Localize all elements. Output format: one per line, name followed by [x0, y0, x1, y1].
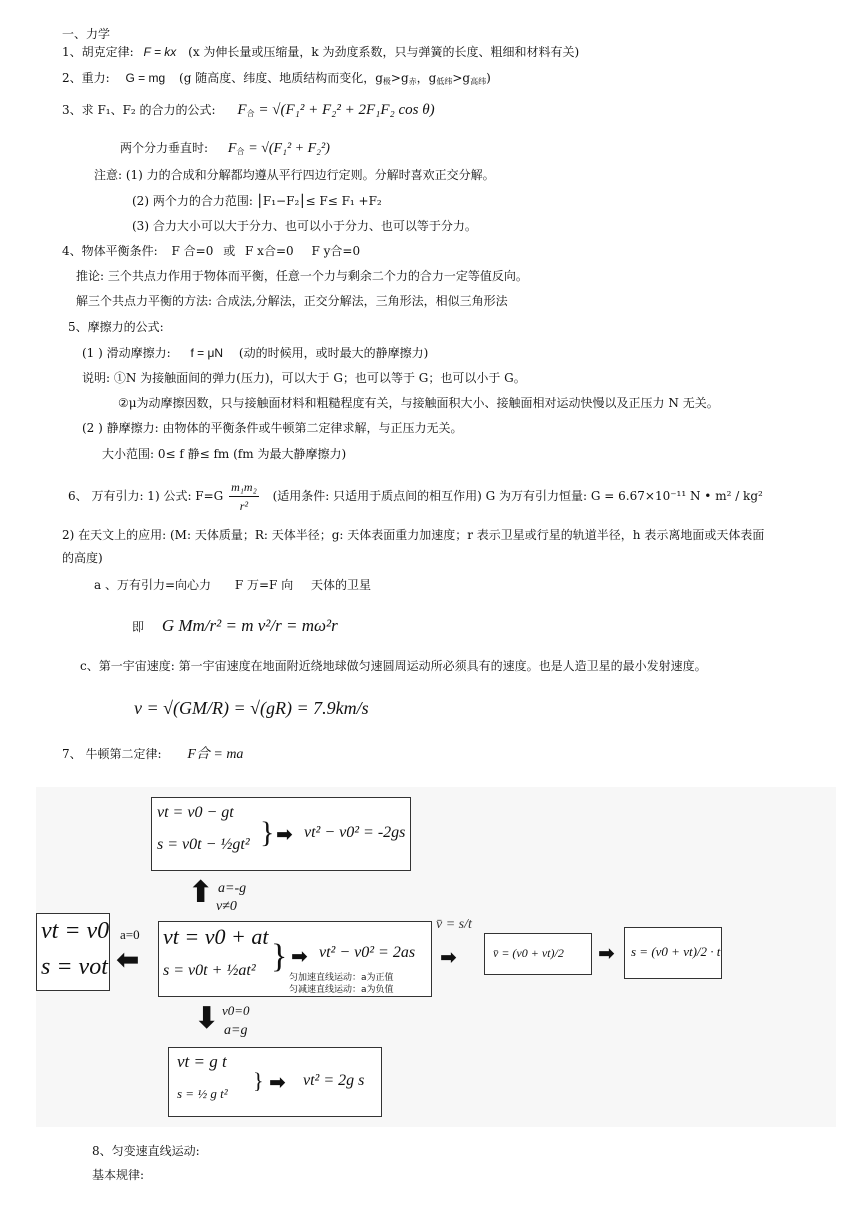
close-paren: ): [486, 71, 491, 85]
f-symbol-2: F: [227, 141, 237, 156]
note-1: 注意: (1) 力的合成和分解都均遵从平行四边行定则。分解时喜欢正交分解。: [94, 168, 495, 182]
avg-velocity-formula: v̄ = (v0 + vt)/2: [493, 946, 564, 960]
equilibrium-line: [62, 243, 360, 259]
avg-velocity-label: v̄ = s/t: [436, 917, 472, 932]
explanation-2: ②μ为动摩擦因数，只与接触面材料和粗糙程度有关，与接触面积大小、接触面相对运动快慢以及正压力 N 无关。: [118, 396, 719, 410]
center-eq-2: s = v0t + ½at²: [163, 962, 256, 979]
centripetal-line: [94, 577, 371, 593]
kinematics-diagram: [36, 787, 836, 1127]
uniform-accel-title: 8、匀变速直线运动:: [92, 1144, 200, 1158]
right-arrow-icon-5: ➡: [269, 1070, 286, 1094]
gravity-line: [62, 70, 491, 90]
top-result: vt² − v0² = -2gs: [304, 824, 406, 841]
gravity-note: (g 随高度、纬度、地质结构而变化，g: [179, 71, 383, 85]
left-label: a=0: [120, 927, 140, 942]
newton-label: 7、 牛顿第二定律:: [62, 747, 162, 761]
bottom-eq-1: vt = g t: [177, 1052, 227, 1071]
hooke-law-line: [62, 44, 579, 60]
gt-2: >g: [452, 71, 471, 85]
basic-laws: 基本规律:: [92, 1168, 145, 1182]
bottom-eq-2: s = ½ g t²: [177, 1086, 228, 1101]
sub-high-lat: 高纬: [470, 77, 487, 86]
methods: 解三个共点力平衡的方法: 合成法,分解法，正交分解法，三角形法，相似三角形法: [76, 294, 508, 308]
perpendicular-label: 两个分力垂直时:: [120, 141, 209, 155]
top-eq-1: vt = v0 − gt: [157, 804, 234, 821]
friction-title: 5、摩擦力的公式:: [68, 320, 164, 334]
left-arrow-icon: ⬅: [116, 943, 140, 976]
kinetic-friction-line: [82, 345, 428, 361]
newton-line: [62, 746, 243, 763]
centripetal-label: a 、万有引力=向心力: [94, 578, 212, 592]
orbit-formula: G Mm/r² = m v²/r = mω²r: [161, 616, 338, 635]
bottom-result: vt² = 2g s: [303, 1072, 365, 1089]
resultant-line: [62, 100, 435, 124]
sub-low-lat: 低纬: [436, 77, 453, 86]
up-label-b: v≠0: [216, 899, 237, 914]
kinetic-friction-formula: f = μN: [190, 346, 224, 360]
gravitation-line: [68, 476, 763, 516]
brace-icon-3: }: [253, 1068, 264, 1093]
equilibrium-cond-1: F 合=0: [171, 244, 214, 258]
uniform-motion-box: [36, 913, 110, 991]
right-arrow-icon-4: ➡: [598, 941, 615, 965]
up-label-a: a=-g: [218, 881, 247, 896]
astronomy-line: 2) 在天文上的应用: (M: 天体质量；R: 天体半径；g: 天体表面重力加速度；r 表示卫星或行星的轨道半径，h 表示离地面或天体表面: [62, 528, 765, 542]
displacement-formula: s = (v0 + vt)/2 · t: [631, 944, 721, 959]
down-label-b: a=g: [224, 1023, 248, 1038]
explanation-1: 说明: ①N 为接触面间的弹力(压力)，可以大于 G；也可以等于 G；也可以小于 G。: [82, 371, 526, 385]
f-sub: 合: [246, 109, 255, 118]
up-arrow-icon: ⬆: [188, 875, 214, 910]
left-eq-2: s = vot: [41, 954, 108, 980]
newton-formula: F合 = ma: [187, 747, 244, 762]
equilibrium-cond-3: F y合=0: [311, 244, 361, 258]
ji-word: 即: [132, 620, 145, 634]
first-cosmic-velocity: c、第一宇宙速度: 第一宇宙速度在地面附近绕地球做匀速圆周运动所必须具有的速度。也是人造卫星的最小发射速度。: [80, 659, 707, 673]
gravity-formula: G = mg: [125, 71, 166, 85]
f-symbol: F: [237, 102, 247, 118]
static-range: 大小范围: 0≤ f 静≤ fm (fm 为最大静摩擦力): [102, 447, 347, 461]
gravity-label: 2、重力:: [62, 71, 110, 85]
right-arrow-icon: ➡: [276, 822, 293, 846]
down-label-a: v0=0: [222, 1003, 250, 1018]
static-friction: (2 ) 静摩擦力: 由物体的平衡条件或牛顿第二定律求解，与正压力无关。: [82, 421, 463, 435]
brace-icon: }: [260, 816, 275, 849]
sub-equator: 赤: [408, 77, 417, 86]
uniform-accel-box: [158, 921, 432, 997]
astronomy-line-cont: 的高度): [62, 551, 103, 565]
hooke-formula: F = kx: [143, 45, 177, 59]
resultant-formula: = √(F₁² + F₂² + 2F₁F₂ cos θ): [258, 102, 435, 118]
right-arrow-icon-2: ➡: [291, 944, 308, 968]
orbit-equation: [132, 612, 338, 641]
fraction-denominator: r²: [239, 499, 249, 513]
decel-note: 匀减速直线运动：a为负值: [289, 985, 394, 995]
kinetic-friction-note: (动的时候用，或时最大的静摩擦力): [238, 346, 429, 360]
left-eq-1: vt = v0: [41, 918, 110, 944]
gravitation-fraction: [229, 478, 259, 515]
free-fall-box: [168, 1047, 382, 1117]
down-arrow-icon: ⬇: [194, 1001, 220, 1036]
perpendicular-line: [120, 138, 330, 162]
top-eq-2: s = v0t − ½gt²: [157, 836, 250, 853]
displacement-box: [624, 927, 722, 979]
centripetal-formula: F 万=F 向: [234, 578, 294, 592]
hooke-label: 1、胡克定律:: [62, 45, 134, 59]
corollary: 推论: 三个共点力作用于物体而平衡，任意一个力与剩余二个力的合力一定等值反向。: [76, 269, 528, 283]
or-word: 或: [223, 244, 236, 258]
cosmic-velocity-formula: v = √(GM/R) = √(gR) = 7.9km/s: [134, 698, 369, 718]
right-arrow-icon-3: ➡: [440, 945, 457, 969]
center-eq-1: vt = v0 + at: [163, 924, 269, 949]
section-title: 一、力学: [62, 27, 111, 41]
satellite-label: 天体的卫星: [311, 578, 372, 592]
perpendicular-formula: = √(F₁² + F₂²): [248, 141, 330, 156]
gravitation-label: 6、 万有引力: 1) 公式: F=G: [68, 489, 224, 503]
brace-icon-2: }: [271, 938, 288, 975]
equilibrium-label: 4、物体平衡条件:: [62, 244, 158, 258]
fraction-numerator: m₁m₂: [229, 478, 259, 497]
resultant-label: 3、求 F₁、F₂ 的合力的公式:: [62, 103, 216, 117]
note-3: (3) 合力大小可以大于分力、也可以小于分力、也可以等于分力。: [132, 219, 477, 233]
gravitation-note: (适用条件: 只适用于质点间的相互作用) G 为万有引力恒量: G = 6.67×10⁻¹¹ N • m² / kg²: [272, 489, 763, 503]
hooke-note: (x 为伸长量或压缩量，k 为劲度系数，只与弹簧的长度、粗细和材料有关): [188, 45, 580, 59]
comma: ，g: [416, 71, 437, 85]
avg-velocity-box: [484, 933, 592, 975]
accel-note: 匀加速直线运动：a为正值: [289, 973, 394, 983]
kinetic-friction-label: (1 ) 滑动摩擦力:: [82, 346, 171, 360]
f-sub-2: 合: [236, 147, 245, 156]
center-result: vt² − v0² = 2as: [319, 944, 416, 961]
free-upward-box: [151, 797, 411, 871]
note-2: (2) 两个力的合力范围: ⎮F₁−F₂⎮≤ F≤ F₁ +F₂: [132, 194, 382, 208]
gt-1: >g: [390, 71, 409, 85]
equilibrium-cond-2: F x合=0: [245, 244, 294, 258]
sub-pole: 极: [382, 77, 391, 86]
